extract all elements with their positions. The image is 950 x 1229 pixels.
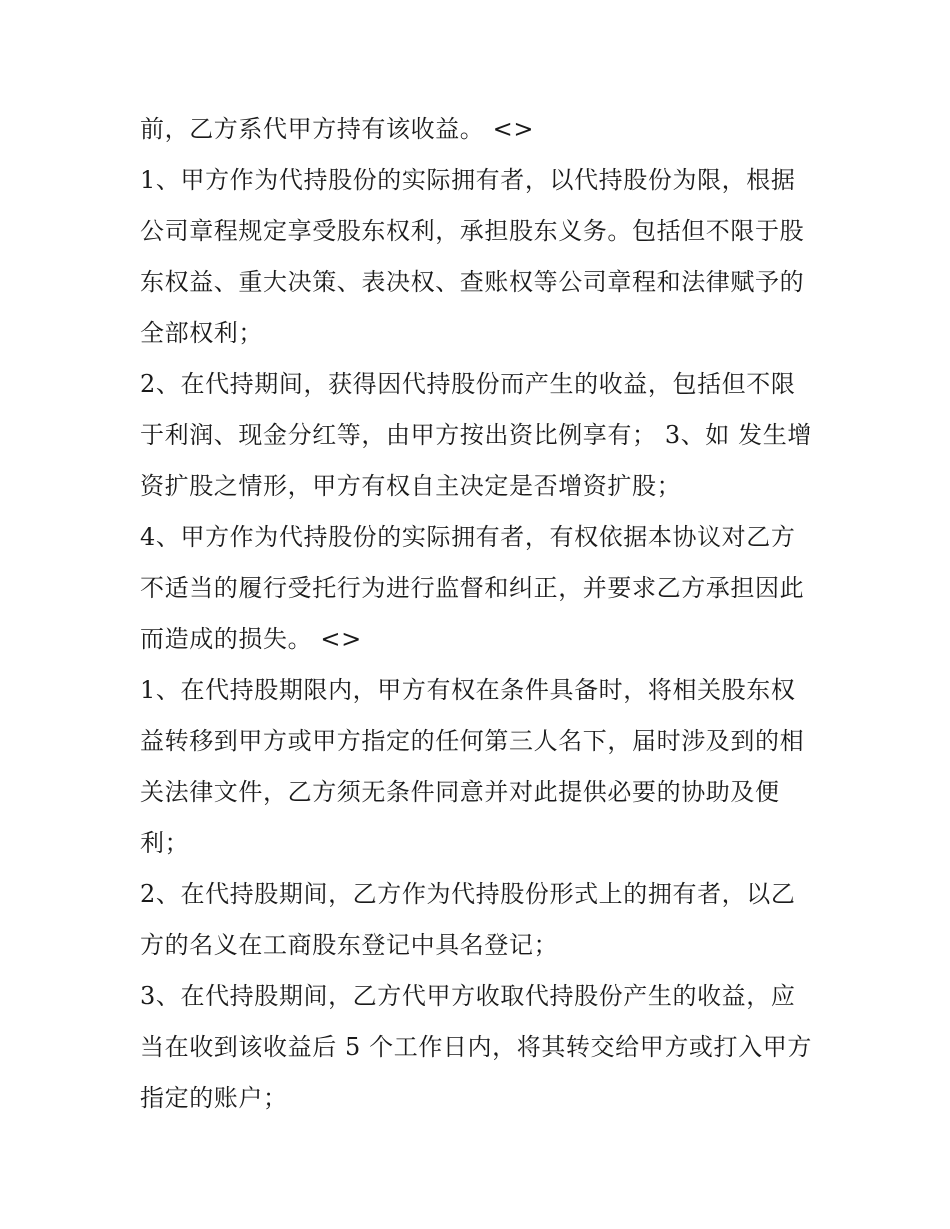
text-line: 全部权利； — [140, 319, 263, 347]
text-line: 公司章程规定享受股东权利，承担股东义务。包括但不限于股 — [140, 217, 805, 245]
text-line: 1、在代持股期限内，甲方有权在条件具备时，将相关股东权 — [140, 676, 796, 704]
text-line: 资扩股之情形，甲方有权自主决定是否增资扩股； — [140, 472, 682, 500]
text-line: 东权益、重大决策、表决权、查账权等公司章程和法律赋予的 — [140, 268, 805, 296]
text-line: 1、甲方作为代持股份的实际拥有者，以代持股份为限，根据 — [140, 166, 796, 194]
text-line: 利； — [140, 829, 190, 857]
text-line: 而造成的损失。 <> — [140, 625, 362, 653]
text-line: 4、甲方作为代持股份的实际拥有者，有权依据本协议对乙方 — [140, 523, 796, 551]
text-line: 当在收到该收益后 5 个工作日内，将其转交给甲方或打入甲方 — [140, 1033, 812, 1061]
text-line: 益转移到甲方或甲方指定的任何第三人名下，届时涉及到的相 — [140, 727, 805, 755]
text-line: 指定的账户； — [140, 1084, 288, 1112]
text-line: 2、在代持股期间，乙方作为代持股份形式上的拥有者，以乙 — [140, 880, 796, 908]
text-line: 前，乙方系代甲方持有该收益。 <> — [140, 115, 535, 143]
text-line: 方的名义在工商股东登记中具名登记； — [140, 931, 559, 959]
text-line: 关法律文件，乙方须无条件同意并对此提供必要的协助及便 — [140, 778, 780, 806]
text-line: 于利润、现金分红等，由甲方按出资比例享有； 3、如 发生增 — [140, 421, 812, 449]
text-line: 2、在代持期间，获得因代持股份而产生的收益，包括但不限 — [140, 370, 796, 398]
document-body — [140, 104, 820, 1124]
text-line: 3、在代持股期间，乙方代甲方收取代持股份产生的收益，应 — [140, 982, 796, 1010]
text-line: 不适当的履行受托行为进行监督和纠正，并要求乙方承担因此 — [140, 574, 805, 602]
